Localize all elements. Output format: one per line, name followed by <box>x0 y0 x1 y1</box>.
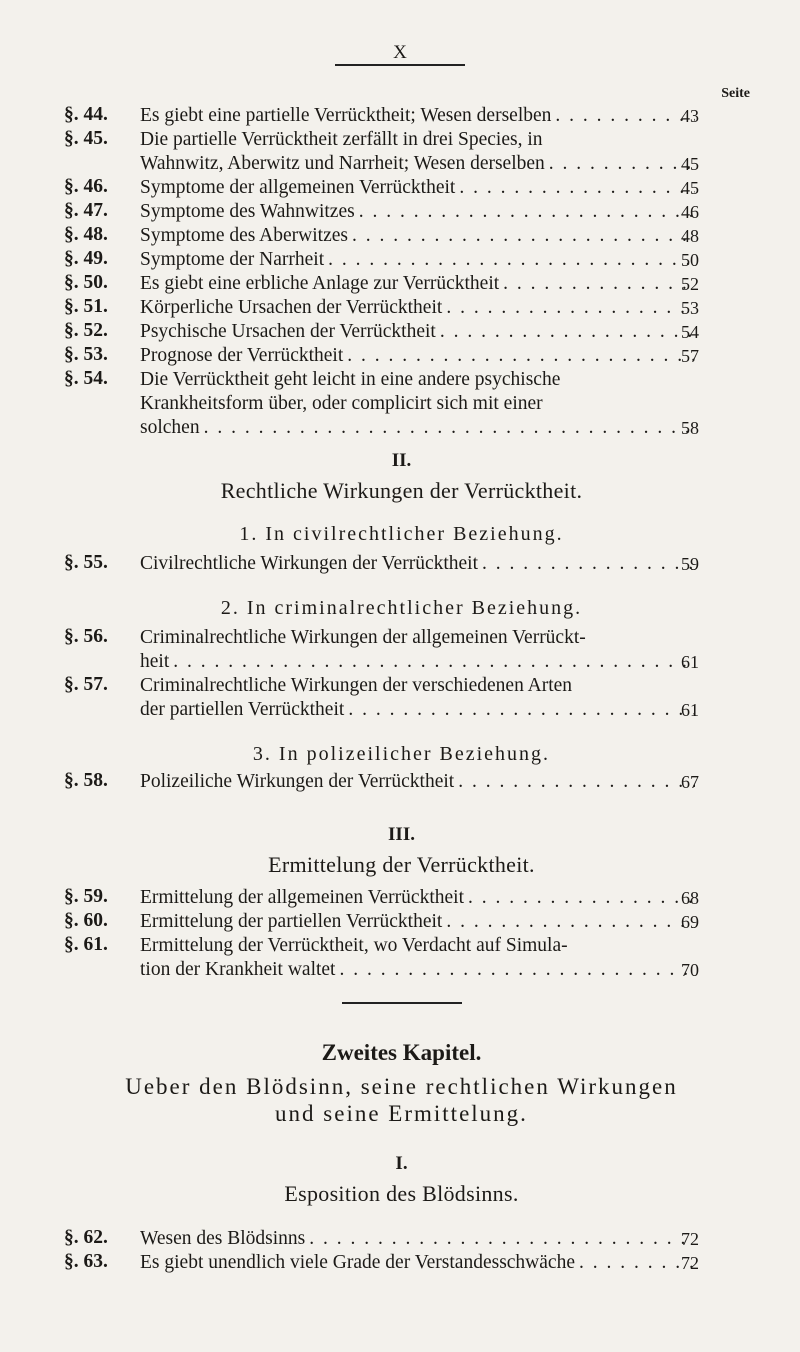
toc-entries <box>64 104 739 440</box>
subsection-title: 1. In civilrechtlicher Beziehung. <box>239 523 564 545</box>
entry-title: Die Verrücktheit geht leicht in eine andere psychische <box>140 369 561 390</box>
section-number: §. 53. <box>64 344 108 365</box>
page-column-header: Seite <box>721 86 750 101</box>
toc-entry <box>64 344 739 368</box>
page-reference: 61 <box>681 652 699 672</box>
entry-title: Es giebt unendlich viele Grade der Verstandesschwäche <box>140 1252 575 1273</box>
section-number: §. 54. <box>64 368 108 389</box>
entry-title: Prognose der Verrücktheit <box>140 345 344 366</box>
toc-entry <box>64 368 739 440</box>
entry-title: Wesen des Blödsinns <box>140 1228 306 1249</box>
page-reference: 61 <box>681 700 699 720</box>
leader-dots <box>549 152 695 176</box>
section-number: §. 52. <box>64 320 108 341</box>
leader-dots <box>446 910 695 934</box>
entry-title: Es giebt eine erbliche Anlage zur Verrücktheit <box>140 273 500 294</box>
entry-title: Symptome des Wahnwitzes <box>140 201 355 222</box>
leader-dots <box>359 200 695 224</box>
entry-title: Ermittelung der partiellen Verrücktheit <box>140 911 443 932</box>
leader-dots <box>440 320 695 344</box>
toc-entry <box>64 1251 739 1275</box>
entry-title: Ermittelung der allgemeinen Verrücktheit <box>140 887 464 908</box>
page-reference: 43 <box>681 106 699 126</box>
toc-block-1 <box>64 104 739 440</box>
entry-title: solchen <box>140 417 200 438</box>
toc-entry <box>64 320 739 344</box>
section-iii <box>64 822 739 1004</box>
page-reference: 72 <box>681 1253 699 1273</box>
page-reference: 67 <box>681 772 699 792</box>
section-number: §. 59. <box>64 886 108 907</box>
section-number: §. 46. <box>64 176 108 197</box>
leader-dots <box>458 770 695 794</box>
toc-entry <box>64 910 739 934</box>
toc-entry <box>64 1227 739 1251</box>
section-roman: I. <box>395 1153 408 1174</box>
section-number: §. 51. <box>64 296 108 317</box>
entry-title: tion der Krankheit waltet <box>140 959 336 980</box>
chapter-two <box>64 1037 739 1275</box>
subsection-title: 2. In criminalrechtlicher Beziehung. <box>220 597 583 619</box>
section-ii <box>64 448 739 794</box>
chapter-title: und seine Ermittelung. <box>275 1101 528 1126</box>
page-reference: 52 <box>681 274 699 294</box>
entry-title: Es giebt eine partielle Verrücktheit; Wesen derselben <box>140 105 552 126</box>
section-number: §. 45. <box>64 128 108 149</box>
entry-title: Die partielle Verrücktheit zerfällt in drei Species, in <box>140 129 543 150</box>
entry-title: Psychische Ursachen der Verrücktheit <box>140 321 436 342</box>
page-reference: 54 <box>681 322 699 342</box>
section-number: §. 62. <box>64 1227 108 1248</box>
leader-dots <box>482 552 695 576</box>
section-rule <box>342 1002 462 1004</box>
page-reference: 57 <box>681 346 699 366</box>
leader-dots <box>459 176 695 200</box>
entry-title: Symptome der Narrheit <box>140 249 325 270</box>
leader-dots <box>347 344 695 368</box>
section-number: §. 57. <box>64 674 108 695</box>
toc-entry <box>64 176 739 200</box>
page-reference: 69 <box>681 912 699 932</box>
section-number: §. 56. <box>64 626 108 647</box>
page-reference: 58 <box>681 418 699 438</box>
section-title: Esposition des Blödsinns. <box>284 1181 519 1206</box>
toc-entry <box>64 296 739 320</box>
page-reference: 72 <box>681 1229 699 1249</box>
toc-entry <box>64 128 739 176</box>
entry-title: Körperliche Ursachen der Verrücktheit <box>140 297 443 318</box>
chapter-label: Zweites Kapitel. <box>321 1040 482 1065</box>
page-number: X <box>393 42 407 63</box>
page-reference: 50 <box>681 250 699 270</box>
toc-entry <box>64 886 739 910</box>
toc-entry <box>64 552 739 576</box>
entry-title: der partiellen Verrücktheit <box>140 699 345 720</box>
entry-title: heit <box>140 651 170 672</box>
leader-dots <box>309 1227 695 1251</box>
toc-entry <box>64 104 739 128</box>
toc-entry <box>64 626 739 674</box>
leader-dots <box>339 958 695 982</box>
toc-entry <box>64 248 739 272</box>
entry-title: Criminalrechtliche Wirkungen der verschiedenen Arten <box>140 675 573 696</box>
leader-dots <box>468 886 695 910</box>
leader-dots <box>579 1251 695 1275</box>
leader-dots <box>446 296 695 320</box>
section-number: §. 55. <box>64 552 108 573</box>
page-reference: 45 <box>681 154 699 174</box>
page-reference: 45 <box>681 178 699 198</box>
section-number: §. 63. <box>64 1251 108 1272</box>
leader-dots <box>348 698 695 722</box>
toc-entry <box>64 224 739 248</box>
entry-title: Symptome des Aberwitzes <box>140 225 348 246</box>
toc-entry <box>64 272 739 296</box>
toc-entry <box>64 200 739 224</box>
section-number: §. 61. <box>64 934 108 955</box>
subsection-title: 3. In polizeilicher Beziehung. <box>252 743 551 765</box>
leader-dots <box>352 224 695 248</box>
entry-title: Symptome der allgemeinen Verrücktheit <box>140 177 456 198</box>
toc-entry <box>64 674 739 722</box>
entry-title: Civilrechtliche Wirkungen der Verrücktheit <box>140 553 479 574</box>
page-reference: 59 <box>681 554 699 574</box>
page-reference: 68 <box>681 888 699 908</box>
section-roman: II. <box>391 450 412 471</box>
section-number: §. 49. <box>64 248 108 269</box>
section-title: Ermittelung der Verrücktheit. <box>268 852 535 877</box>
page-reference: 48 <box>681 226 699 246</box>
entry-title: Ermittelung der Verrücktheit, wo Verdacht auf Simula- <box>140 935 568 956</box>
section-number: §. 48. <box>64 224 108 245</box>
page-reference: 46 <box>681 202 699 222</box>
header-rule <box>335 64 465 66</box>
section-number: §. 50. <box>64 272 108 293</box>
entry-title: Polizeiliche Wirkungen der Verrücktheit <box>140 771 455 792</box>
chapter-title: Ueber den Blödsinn, seine rechtlichen Wirkungen <box>125 1074 678 1099</box>
leader-dots <box>328 248 695 272</box>
leader-dots <box>204 416 695 440</box>
page-reference: 70 <box>681 960 699 980</box>
toc-entry <box>64 770 739 794</box>
section-number: §. 60. <box>64 910 108 931</box>
leader-dots <box>555 104 695 128</box>
entry-title: Wahnwitz, Aberwitz und Narrheit; Wesen derselben <box>140 153 545 174</box>
entry-title: Krankheitsform über, oder complicirt sich mit einer <box>140 393 543 414</box>
section-roman: III. <box>388 824 415 845</box>
leader-dots <box>173 650 695 674</box>
section-number: §. 44. <box>64 104 108 125</box>
section-title: Rechtliche Wirkungen der Verrücktheit. <box>220 478 583 503</box>
page-reference: 53 <box>681 298 699 318</box>
toc-entry <box>64 934 739 982</box>
section-number: §. 47. <box>64 200 108 221</box>
entry-title: Criminalrechtliche Wirkungen der allgemeinen Verrückt- <box>140 627 586 648</box>
leader-dots <box>503 272 695 296</box>
section-number: §. 58. <box>64 770 108 791</box>
